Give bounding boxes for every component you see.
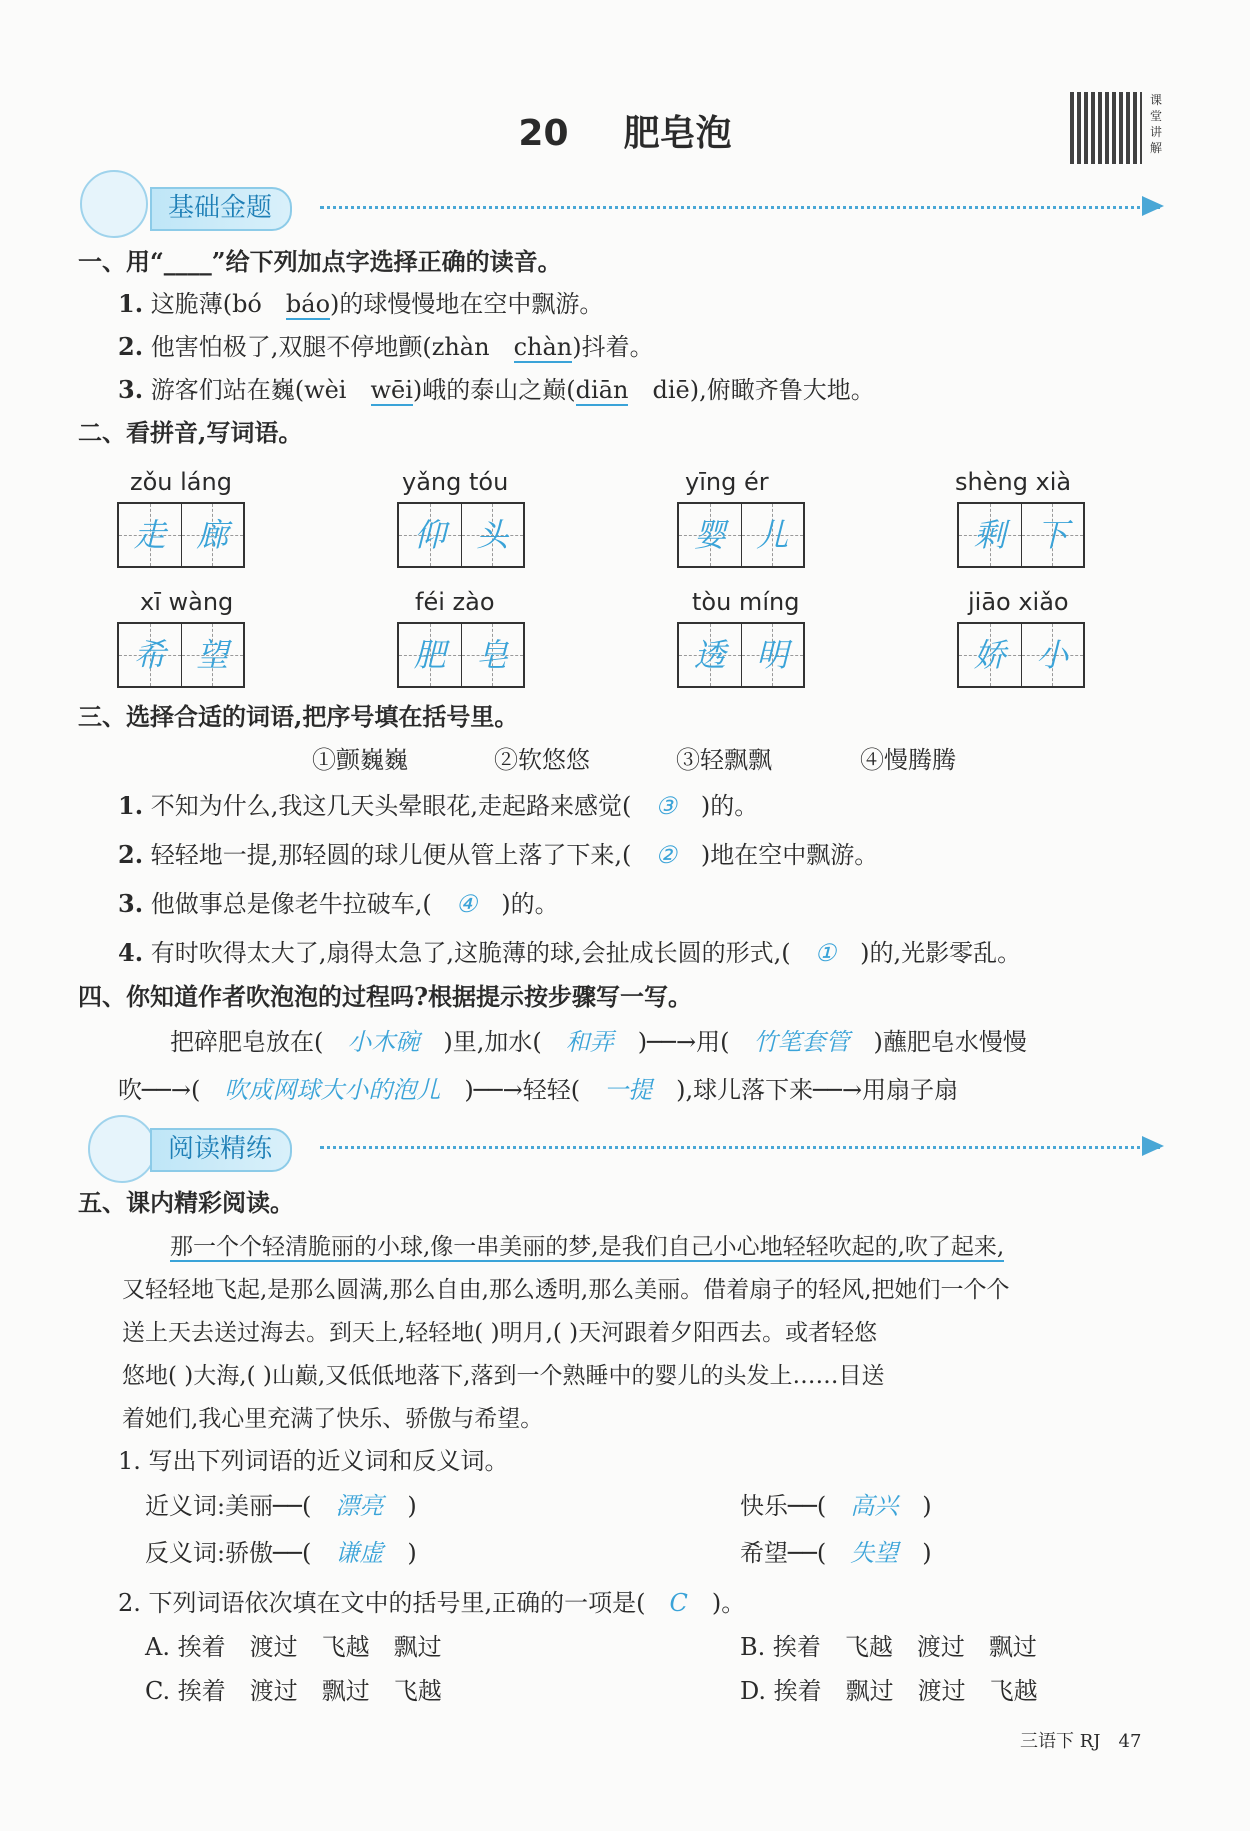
q4-line-2: 吹──→( 吹成网球大小的泡儿 )──→轻轻( 一提 ),球儿落下来──→用扇子扇 (118, 1076, 959, 1104)
pinyin-6: féi zào (415, 588, 495, 616)
qr-code-icon[interactable] (1070, 92, 1142, 164)
passage-line-5: 着她们,我心里充满了快乐、骄傲与希望。 (122, 1406, 544, 1432)
option-b: B. 挨着 飞越 渡过 飘过 (740, 1633, 1037, 1661)
char-box-4: 剩 下 (957, 502, 1085, 568)
passage-line-2: 又轻轻地飞起,是那么圆满,那么自由,那么透明,那么美丽。借着扇子的轻风,把她们一个个 (122, 1277, 1010, 1303)
pinyin-2: yǎng tóu (402, 468, 509, 496)
pinyin-3: yīng ér (685, 468, 769, 496)
synonym-row-1: 近义词:美丽──( 漂亮 ) (145, 1492, 417, 1520)
lesson-number: 20 (518, 113, 569, 154)
pinyin-1: zǒu láng (130, 468, 232, 496)
qr-label: 课堂讲解 (1150, 93, 1163, 155)
q3-item-1: 1. 不知为什么,我这几天头晕眼花,走起路来感觉( ③ )的。 (118, 791, 759, 820)
antonym-row-1: 反义词:骄傲──( 谦虚 ) (145, 1539, 417, 1567)
q4-heading: 四、你知道作者吹泡泡的过程吗?根据提示按步骤写一写。 (78, 982, 693, 1011)
option-d: D. 挨着 飘过 渡过 飞越 (740, 1677, 1038, 1705)
char-box-2: 仰 头 (397, 502, 525, 568)
panda-mascot-icon (80, 170, 148, 238)
q3-heading: 三、选择合适的词语,把序号填在括号里。 (78, 702, 519, 731)
section-divider (320, 206, 1160, 209)
q4-line-1: 把碎肥皂放在( 小木碗 )里,加水( 和弄 )──→用( 竹笔套管 )蘸肥皂水慢慢 (170, 1028, 1027, 1056)
char-box-7: 透 明 (677, 622, 805, 688)
option-a: A. 挨着 渡过 飞越 飘过 (145, 1633, 442, 1661)
q3-item-2: 2. 轻轻地一提,那轻圆的球儿便从管上落了下来,( ② )地在空中飘游。 (118, 840, 879, 869)
lesson-title: 肥皂泡 (623, 113, 732, 154)
q3-option-2: ②软悠悠 (494, 746, 590, 774)
arrow-right-icon (1142, 196, 1164, 216)
option-c: C. 挨着 渡过 飘过 飞越 (145, 1677, 442, 1705)
q5-sub1-heading: 1. 写出下列词语的近义词和反义词。 (118, 1447, 509, 1475)
char-box-3: 婴 儿 (677, 502, 805, 568)
q3-item-3: 3. 他做事总是像老牛拉破车,( ④ )的。 (118, 889, 559, 918)
char-box-8: 娇 小 (957, 622, 1085, 688)
q3-option-3: ③轻飘飘 (676, 746, 772, 774)
page-title (0, 105, 1250, 156)
q1-item-1: 1. 这脆薄(bó báo)的球慢慢地在空中飘游。 (118, 289, 604, 318)
q5-heading: 五、课内精彩阅读。 (78, 1188, 294, 1217)
antonym-row-2: 希望──( 失望 ) (740, 1539, 932, 1567)
synonym-row-2: 快乐──( 高兴 ) (740, 1492, 932, 1520)
q3-option-1: ①颤巍巍 (312, 746, 408, 774)
pinyin-5: xī wàng (140, 588, 234, 616)
q1-item-2: 2. 他害怕极了,双腿不停地颤(zhàn chàn)抖着。 (118, 332, 654, 361)
pinyin-7: tòu míng (692, 588, 800, 616)
section-banner-basic: 基础金题 (150, 187, 292, 231)
panda-reading-mascot-icon (88, 1115, 156, 1183)
pinyin-8: jiāo xiǎo (968, 588, 1069, 616)
q3-item-4: 4. 有时吹得太大了,扇得太急了,这脆薄的球,会扯成长圆的形式,( ① )的,光影零乱。 (118, 938, 1022, 967)
q1-heading: 一、用“____”给下列加点字选择正确的读音。 (78, 247, 562, 276)
passage-line-1: 那一个个轻清脆丽的小球,像一串美丽的梦,是我们自己小心地轻轻吹起的,吹了起来, (170, 1234, 1005, 1260)
section-divider (320, 1146, 1160, 1149)
q3-option-4: ④慢腾腾 (860, 746, 956, 774)
section-banner-reading: 阅读精练 (150, 1128, 292, 1172)
arrow-right-icon (1142, 1136, 1164, 1156)
page-footer: 三语下 RJ 47 (1020, 1731, 1142, 1752)
passage-line-4: 悠地( )大海,( )山巅,又低低地落下,落到一个熟睡中的婴儿的头发上……目送 (122, 1363, 885, 1389)
char-box-1: 走 廊 (117, 502, 245, 568)
passage-line-3: 送上天去送过海去。到天上,轻轻地( )明月,( )天河跟着夕阳西去。或者轻悠 (122, 1320, 878, 1346)
q5-sub2-heading: 2. 下列词语依次填在文中的括号里,正确的一项是( C )。 (118, 1589, 746, 1617)
pinyin-4: shèng xià (955, 468, 1072, 496)
q1-item-3: 3. 游客们站在巍(wèi wēi)峨的泰山之巅(diān diē),俯瞰齐鲁大地。 (118, 375, 875, 404)
char-box-5: 希 望 (117, 622, 245, 688)
char-box-6: 肥 皂 (397, 622, 525, 688)
q2-heading: 二、看拼音,写词语。 (78, 418, 303, 447)
